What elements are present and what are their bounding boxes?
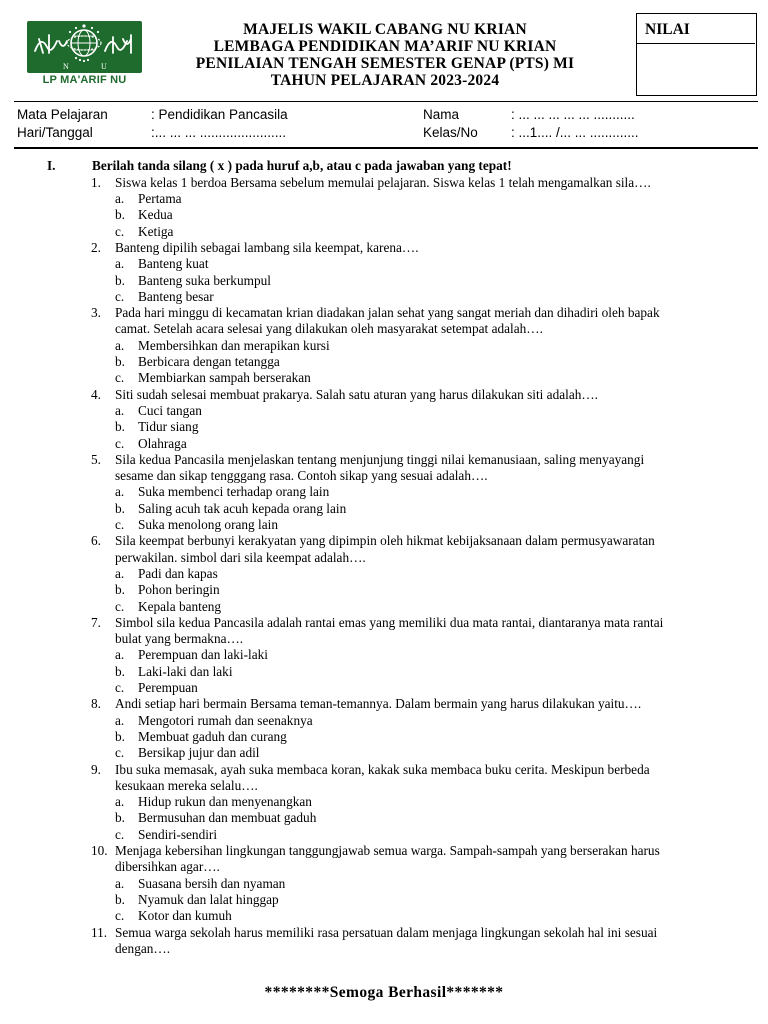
option-letter: c. xyxy=(115,598,125,614)
option-letter: a. xyxy=(115,337,125,353)
question-text: Siswa kelas 1 berdoa Bersama sebelum memulai pelajaran. Siswa kelas 1 telah mengamalkan sila…. xyxy=(115,174,651,190)
question-text: dengan…. xyxy=(115,940,171,956)
question-number: 6. xyxy=(91,533,101,549)
class-field: : ...1.... /... ... ............. xyxy=(511,125,639,140)
closing-message: ********Semoga Berhasil******* xyxy=(264,984,504,1001)
answer-option: Kedua xyxy=(138,207,173,223)
answer-option: Suka membenci terhadap orang lain xyxy=(138,484,330,500)
title-line: LEMBAGA PENDIDIKAN MA’ARIF NU KRIAN xyxy=(213,38,557,55)
option-letter: b. xyxy=(115,354,125,370)
option-letter: b. xyxy=(115,207,125,223)
option-letter: a. xyxy=(115,565,125,581)
option-letter: c. xyxy=(115,908,125,924)
exam-title-block xyxy=(150,21,620,89)
question-text: sesame dan sikap tengggang rasa. Contoh sikap yang sesuai adalah…. xyxy=(115,468,488,484)
option-letter: b. xyxy=(115,419,125,435)
date-field: :... ... ... ....................... xyxy=(151,125,287,140)
question-number: 4. xyxy=(91,386,101,402)
question-number: 1. xyxy=(91,174,101,190)
subject-label: Mata Pelajaran xyxy=(17,107,108,122)
logo-label: LP MA'ARIF NU xyxy=(42,74,127,86)
answer-option: Suka menolong orang lain xyxy=(138,517,278,533)
score-box xyxy=(636,13,757,96)
meta-divider xyxy=(14,147,758,149)
question-number: 5. xyxy=(91,451,101,467)
option-letter: c. xyxy=(115,826,125,842)
question-number: 9. xyxy=(91,761,101,777)
question-number: 10. xyxy=(91,843,108,859)
score-box-label: NILAI xyxy=(637,14,755,44)
answer-option: Nyamuk dan lalat hinggap xyxy=(138,891,279,907)
answer-option: Banteng kuat xyxy=(138,256,209,272)
section-number: I. xyxy=(47,158,56,173)
lp-maarif-nu-logo xyxy=(27,21,142,91)
question-number: 2. xyxy=(91,240,101,255)
answer-option: Padi dan kapas xyxy=(138,565,218,581)
option-letter: b. xyxy=(115,272,125,288)
option-letter: a. xyxy=(115,794,125,810)
answer-option: Tidur siang xyxy=(138,419,199,435)
question-text: Siti sudah selesai membuat prakarya. Salah satu aturan yang harus dilakukan siti adalah…. xyxy=(115,386,598,402)
answer-option: Berbicara dengan tetangga xyxy=(138,354,280,370)
question-text: Semua warga sekolah harus memiliki rasa persatuan dalam menjaga lingkungan sekolah hal ini sesuai xyxy=(115,924,658,940)
option-letter: c. xyxy=(115,745,125,761)
option-letter: a. xyxy=(115,875,125,891)
question-text: Menjaga kebersihan lingkungan tanggungjawab semua warga. Sampah-sampah yang berserakan harus xyxy=(115,843,660,859)
name-label: Nama xyxy=(423,107,460,122)
option-letter: c. xyxy=(115,288,125,304)
option-letter: c. xyxy=(115,223,125,239)
question-text: perwakilan. simbol dari sila keempat adalah…. xyxy=(115,549,366,565)
answer-option: Saling acuh tak acuh kepada orang lain xyxy=(138,500,347,516)
option-letter: a. xyxy=(115,191,125,207)
title-line: PENILAIAN TENGAH SEMESTER GENAP (PTS) MI xyxy=(195,55,575,72)
question-text: Pada hari minggu di kecamatan krian diadakan jalan sehat yang sangat meriah dan dihadiri oleh bapak xyxy=(115,305,660,321)
option-letter: b. xyxy=(115,663,125,679)
question-text: Banteng dipilih sebagai lambang sila keempat, karena…. xyxy=(115,240,419,255)
option-letter: b. xyxy=(115,728,125,744)
nu-emblem-icon xyxy=(27,21,142,73)
answer-option: Hidup rukun dan menyenangkan xyxy=(138,794,312,810)
option-letter: c. xyxy=(115,517,125,533)
answer-option: Bersikap jujur dan adil xyxy=(138,745,260,761)
svg-text:U: U xyxy=(101,62,107,71)
answer-option: Pohon beringin xyxy=(138,582,220,598)
option-letter: a. xyxy=(115,484,125,500)
answer-option: Banteng suka berkumpul xyxy=(138,272,271,288)
answer-option: Perempuan dan laki-laki xyxy=(138,647,268,663)
option-letter: c. xyxy=(115,435,125,451)
answer-option: Kepala banteng xyxy=(138,598,222,614)
section-instruction: Berilah tanda silang ( x ) pada huruf a,b, atau c pada jawaban yang tepat! xyxy=(92,158,512,173)
question-text: Andi setiap hari bermain Bersama teman-temannya. Dalam bermain yang harus dilakukan yaitu…. xyxy=(115,696,642,712)
question-text: kesukaan mereka selalu…. xyxy=(115,777,258,793)
date-label: Hari/Tanggal xyxy=(17,125,93,140)
option-letter: b. xyxy=(115,500,125,516)
answer-option: Membuat gaduh dan curang xyxy=(138,728,287,744)
name-field: : ... ... ... ... ... ........... xyxy=(511,107,635,122)
title-line: MAJELIS WAKIL CABANG NU KRIAN xyxy=(243,21,527,38)
question-text: bulat yang bermakna…. xyxy=(115,631,244,647)
answer-option: Bermusuhan dan membuat gaduh xyxy=(138,810,317,826)
question-text: Ibu suka memasak, ayah suka membaca koran, kakak suka membaca buku cerita. Meskipun berbeda xyxy=(115,761,650,777)
answer-option: Sendiri-sendiri xyxy=(138,826,218,842)
question-number: 8. xyxy=(91,696,101,712)
answer-option: Cuci tangan xyxy=(138,402,202,418)
answer-option: Suasana bersih dan nyaman xyxy=(138,875,286,891)
answer-option: Banteng besar xyxy=(138,288,214,304)
subject-value: : Pendidikan Pancasila xyxy=(151,107,288,122)
svg-text:N: N xyxy=(63,62,69,71)
option-letter: b. xyxy=(115,891,125,907)
option-letter: a. xyxy=(115,402,125,418)
question-text: Sila keempat berbunyi kerakyatan yang dipimpin oleh hikmat kebijaksanaan dalam permusyawaratan xyxy=(115,533,655,549)
answer-option: Perempuan xyxy=(138,680,198,696)
answer-option: Pertama xyxy=(138,191,182,207)
class-label: Kelas/No xyxy=(423,125,478,140)
exam-header xyxy=(0,0,768,100)
question-number: 7. xyxy=(91,614,101,630)
question-text: camat. Setelah acara selesai yang dilakukan oleh masyarakat setempat adalah…. xyxy=(115,321,543,337)
option-letter: b. xyxy=(115,582,125,598)
title-line: TAHUN PELAJARAN 2023-2024 xyxy=(270,72,500,89)
question-number: 3. xyxy=(91,305,101,321)
option-letter: b. xyxy=(115,810,125,826)
option-letter: a. xyxy=(115,256,125,272)
option-letter: c. xyxy=(115,370,125,386)
answer-option: Kotor dan kumuh xyxy=(138,908,232,924)
question-number: 11. xyxy=(91,924,108,940)
question-text: Sila kedua Pancasila menjelaskan tentang menjunjung tinggi nilai kemanusiaan, saling menyayangi xyxy=(115,451,645,467)
answer-option: Laki-laki dan laki xyxy=(138,663,233,679)
answer-option: Membiarkan sampah berserakan xyxy=(138,370,311,386)
question-text: dibersihkan agar…. xyxy=(115,859,220,875)
answer-option: Membersihkan dan merapikan kursi xyxy=(138,337,330,353)
answer-option: Mengotori rumah dan seenaknya xyxy=(138,712,313,728)
question-text: Simbol sila kedua Pancasila adalah rantai emas yang memiliki dua mata rantai, diantaranya mata rantai xyxy=(115,614,664,630)
option-letter: c. xyxy=(115,680,125,696)
answer-option: Ketiga xyxy=(138,223,174,239)
option-letter: a. xyxy=(115,712,125,728)
option-letter: a. xyxy=(115,647,125,663)
header-divider xyxy=(14,101,758,102)
answer-option: Olahraga xyxy=(138,435,187,451)
